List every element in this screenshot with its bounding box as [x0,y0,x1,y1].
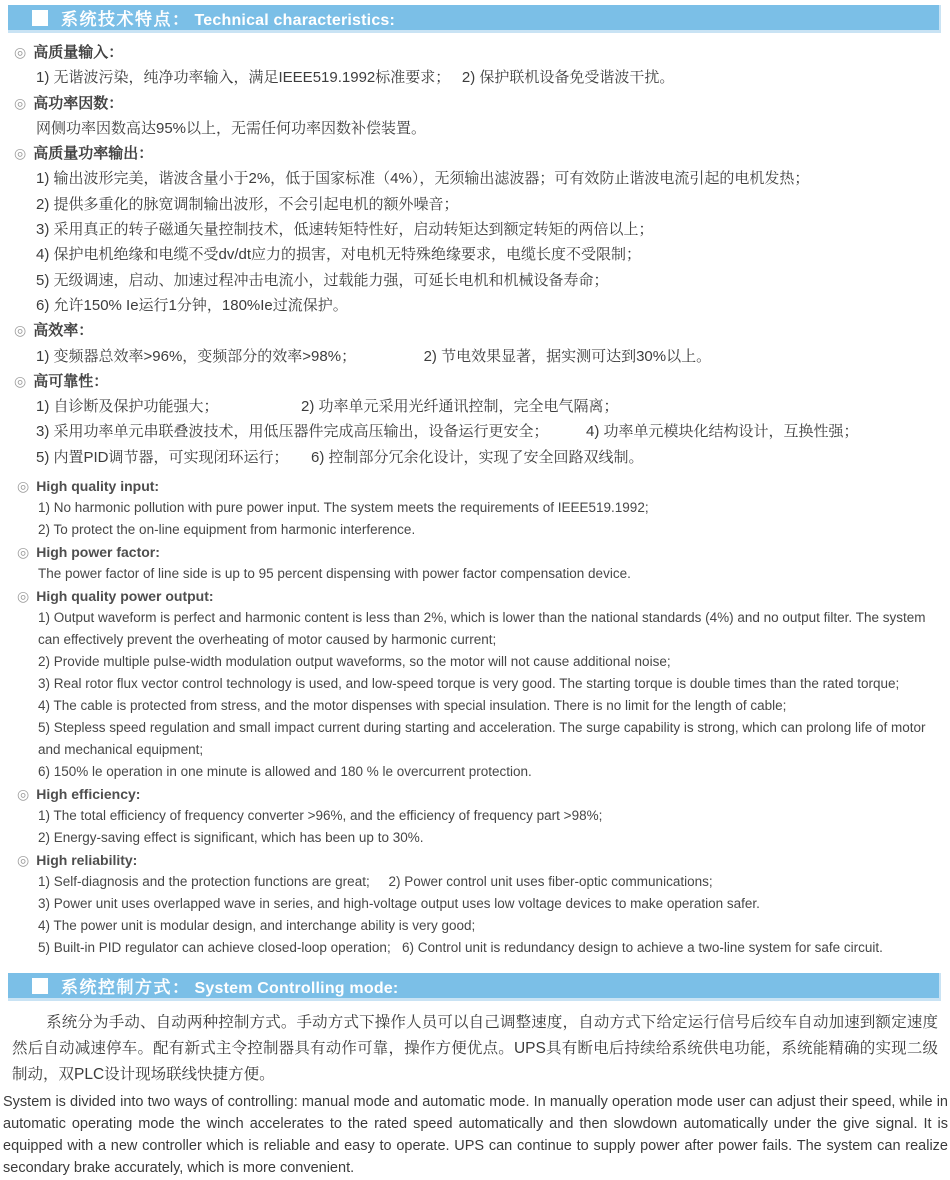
feature-line: 6) 150% le operation in one minute is allowed and 180 % le overcurrent protection. [38,764,532,780]
paragraph-cn: 系统分为手动、自动两种控制方式。手动方式下操作人员可以自己调整速度，自动方式下给定运行信号后绞车自动加速到额定速度然后自动减速停车。配有新式主令控制器具有动作可靠，操作方便优点。UPS具有断电后持续给系统供电功能，系统能精确的实现二级制动，双PLC设计现场联线快捷方便。 [12,1014,938,1084]
ring-bullet-icon: ◎ [14,322,27,339]
feature-heading [17,585,942,607]
section-title [61,5,395,30]
feature-heading [17,849,942,871]
feature-heading-text: High reliability: [36,852,138,869]
feature-heading-text: 高质量输入： [33,44,124,61]
feature-line: 3) Power unit uses overlapped wave in series, and high-voltage output uses low voltage devices to make operation safer. [38,896,760,912]
ring-bullet-icon: ◎ [17,588,30,605]
section-header-technical-characteristics [8,5,941,33]
feature-line: 1) 输出波形完美，谐波含量小于2%，低于国家标准（4%），无须输出滤波器；可有效防止谐波电流引起的电机发热； [36,170,810,188]
features-list-en [0,475,942,959]
feature-line: 5) Stepless speed regulation and small impact current during starting and acceleration. The surge capability is strong, which can prolong life of motor and mechanical equipment; [38,720,930,758]
feature-heading [14,91,938,116]
feature-item [14,141,938,318]
feature-heading [14,318,938,343]
feature-heading [17,783,942,805]
feature-line: 3) 采用真正的转子磁通矢量控制技术，低速转矩特性好，启动转矩达到额定转矩的两倍以上； [36,221,654,239]
paragraph-en: System is divided into two ways of controlling: manual mode and automatic mode. In manually operation mode user can adjust their speed, while in automatic operating mode the winch accelerates to the rated speed automatically and then slowdown automatically under the give signal. It is equipped with a new controller which is reliable and easy to operate. UPS can continue to supply power after power fails. The system can realize secondary brake accurately, which is more convenient. [3,1094,948,1177]
feature-line: 1) The total efficiency of frequency converter >96%, and the efficiency of frequency part >98%; [38,808,603,824]
ring-bullet-icon: ◎ [17,478,30,495]
feature-line: 2) Provide multiple pulse-width modulation output waveforms, so the motor will not cause additional noise; [38,654,671,670]
ring-bullet-icon: ◎ [17,852,30,869]
feature-heading-text: 高功率因数： [33,94,124,112]
feature-item [17,541,942,585]
ring-bullet-icon: ◎ [17,544,30,561]
section-title-en: System Controlling mode: [194,980,399,998]
feature-heading-text: High efficiency: [36,786,141,803]
ring-bullet-icon: ◎ [14,372,27,389]
feature-line: 5) Built-in PID regulator can achieve closed-loop operation; 6) Control unit is redundancy design to achieve a two-line system for safe circuit. [38,940,883,956]
feature-line: 5) 内置PID调节器，可实现闭环运行； 6) 控制部分冗余化设计，实现了安全回路双线制。 [36,448,644,466]
section-title [61,973,398,998]
ring-bullet-icon: ◎ [17,786,30,803]
feature-line: 4) The power unit is modular design, and interchange ability is very good; [38,918,476,934]
feature-heading [14,369,938,394]
feature-line: 网侧功率因数高达95%以上，无需任何功率因数补偿装置。 [36,119,427,137]
feature-line: 1) 自诊断及保护功能强大； 2) 功率单元采用光纤通讯控制，完全电气隔离； [36,398,619,416]
feature-item [17,585,942,783]
features-list-cn [0,40,938,470]
feature-item [17,849,942,959]
feature-heading-text: High quality input: [36,478,160,495]
feature-line: 2) To protect the on-line equipment from harmonic interference. [38,522,416,538]
white-square-icon [32,978,48,994]
page [0,5,950,1179]
feature-item [17,475,942,541]
section-header-system-controlling-mode [8,973,941,1001]
feature-heading [14,141,938,166]
feature-item [14,369,938,470]
feature-line: 3) Real rotor flux vector control technology is used, and low-speed torque is very good. The starting torque is double times than the rated torque; [38,676,900,692]
feature-heading-text: 高可靠性： [33,372,109,390]
feature-line: 1) 变频器总效率>96%，变频部分的效率>98%； 2) 节电效果显著，据实测可达到30%以上。 [36,347,712,365]
feature-heading-text: 高效率： [33,322,94,340]
feature-line: 2) Energy-saving effect is significant, which has been up to 30%. [38,830,424,846]
feature-line: 1) 无谐波污染，纯净功率输入，满足IEEE519.1992标准要求； 2) 保护联机设备免受谐波干扰。 [36,69,675,87]
ring-bullet-icon: ◎ [14,44,27,60]
feature-heading-text: High power factor: [36,544,160,561]
feature-line: 5) 无级调速，启动、加速过程冲击电流小，过载能力强，可延长电机和机械设备寿命； [36,271,609,289]
feature-item [14,40,938,91]
feature-line: 4) 保护电机绝缘和电缆不受dv/dt应力的损害，对电机无特殊绝缘要求，电缆长度不受限制； [36,246,642,264]
feature-line: 1) Self-diagnosis and the protection functions are great; 2) Power control unit uses fiber-optic communications; [38,874,713,890]
ring-bullet-icon: ◎ [14,94,27,111]
section-title-cn: 系统控制方式： [61,978,191,998]
feature-item [17,783,942,849]
feature-line: 6) 允许150% Ie运行1分钟，180%Ie过流保护。 [36,296,348,314]
white-square-icon [32,10,48,26]
feature-item [14,318,938,369]
feature-heading [17,541,942,563]
feature-line: 1) No harmonic pollution with pure power input. The system meets the requirements of IEEE519.1992; [38,500,649,516]
feature-item [14,91,938,142]
feature-line: 4) The cable is protected from stress, and the motor dispenses with special insulation. There is no limit for the length of cable; [38,698,787,714]
feature-heading-text: High quality power output: [36,588,214,605]
feature-heading [14,40,938,65]
feature-line: 2) 提供多重化的脉宽调制输出波形，不会引起电机的额外噪音； [36,195,459,213]
feature-heading [17,475,942,497]
section-title-cn: 系统技术特点： [61,10,191,29]
ring-bullet-icon: ◎ [14,145,27,162]
feature-line: 1) Output waveform is perfect and harmonic content is less than 2%, which is lower than the national standards (4%) and no output filter. The system can effectively prevent the overheating of motor caused by harmonic current; [38,610,930,648]
feature-heading-text: 高质量功率输出： [33,145,154,163]
feature-line: The power factor of line side is up to 95 percent dispensing with power factor compensation device. [38,566,631,582]
section-title-en: Technical characteristics: [194,12,396,29]
feature-line: 3) 采用功率单元串联叠波技术，用低压器件完成高压输出，设备运行更安全； 4) 功率单元模块化结构设计，互换性强； [36,423,859,441]
